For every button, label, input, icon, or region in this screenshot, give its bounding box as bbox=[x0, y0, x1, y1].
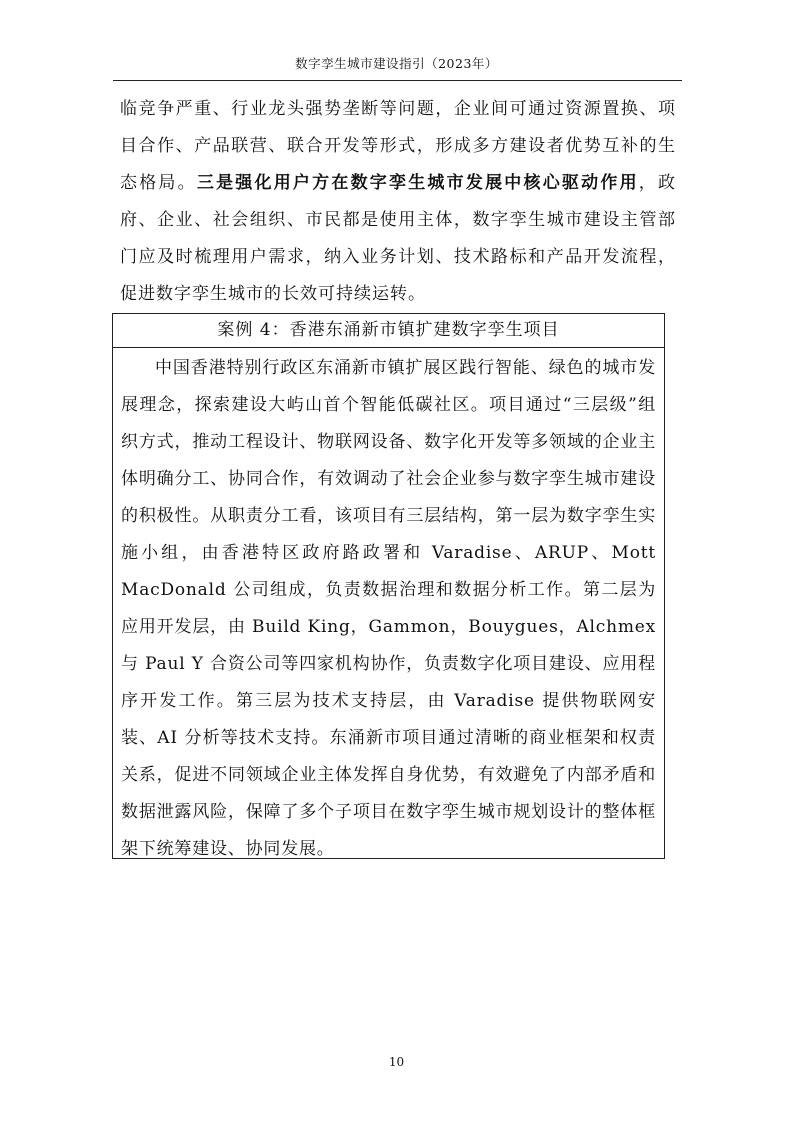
case-study-title: 案例 4：香港东涌新市镇扩建数字孪生项目 bbox=[113, 314, 664, 348]
bold-key-point: 三是强化用户方在数字孪生城市发展中核心驱动作用 bbox=[196, 173, 639, 193]
body-paragraph bbox=[120, 91, 676, 313]
case-study-text: 中国香港特别行政区东涌新市镇扩展区践行智能、绿色的城市发展理念，探索建设大屿山首个智能低碳社区。项目通过“三层级”组织方式，推动工程设计、物联网设备、数字化开发等多领域的企业主体明确分工、协同合作，有效调动了社会企业参与数字孪生城市建设的积极性。从职责分工看，该项目有三层结构，第一层为数字孪生实施小组，由香港特区政府路政署和 Varadise、ARUP、Mott MacDonald 公司组成，负责数据治理和数据分析工作。第二层为应用开发层，由 Build King，Gammon，Bouygues，Alchmex 与 Paul Y 合资公司等四家机构协作，负责数字化项目建设、应用程序开发工作。第三层为技术支持层，由 Varadise 提供物联网安装、AI 分析等技术支持。东涌新市项目通过清晰的商业框架和权责关系，促进不同领域企业主体发挥自身优势，有效避免了内部矛盾和数据泄露风险，保障了多个子项目在数字孪生城市规划设计的整体框架下统筹建设、协同发展。 bbox=[121, 358, 656, 859]
running-header: 数字孪生城市建设指引（2023年） bbox=[295, 56, 498, 71]
case-study-box bbox=[112, 313, 665, 859]
paragraph-text-end: ，政府、企业、社会组织、市民都是使用主体，数字孪生城市建设主管部门应及时梳理用户需求，纳入业务计划、技术路标和产品开发流程，促进数字孪生城市的长效可持续运转。 bbox=[120, 173, 677, 304]
paragraph-text-start: 临竞争严重、行业龙头强势垄断等问题，企业间可通过资源置换、项目合作、产品联营、联合开发等形式，形成多方建设者优势互补的生态格局。 bbox=[120, 99, 676, 193]
page-number: 10 bbox=[388, 1055, 405, 1069]
header-divider bbox=[113, 80, 682, 81]
